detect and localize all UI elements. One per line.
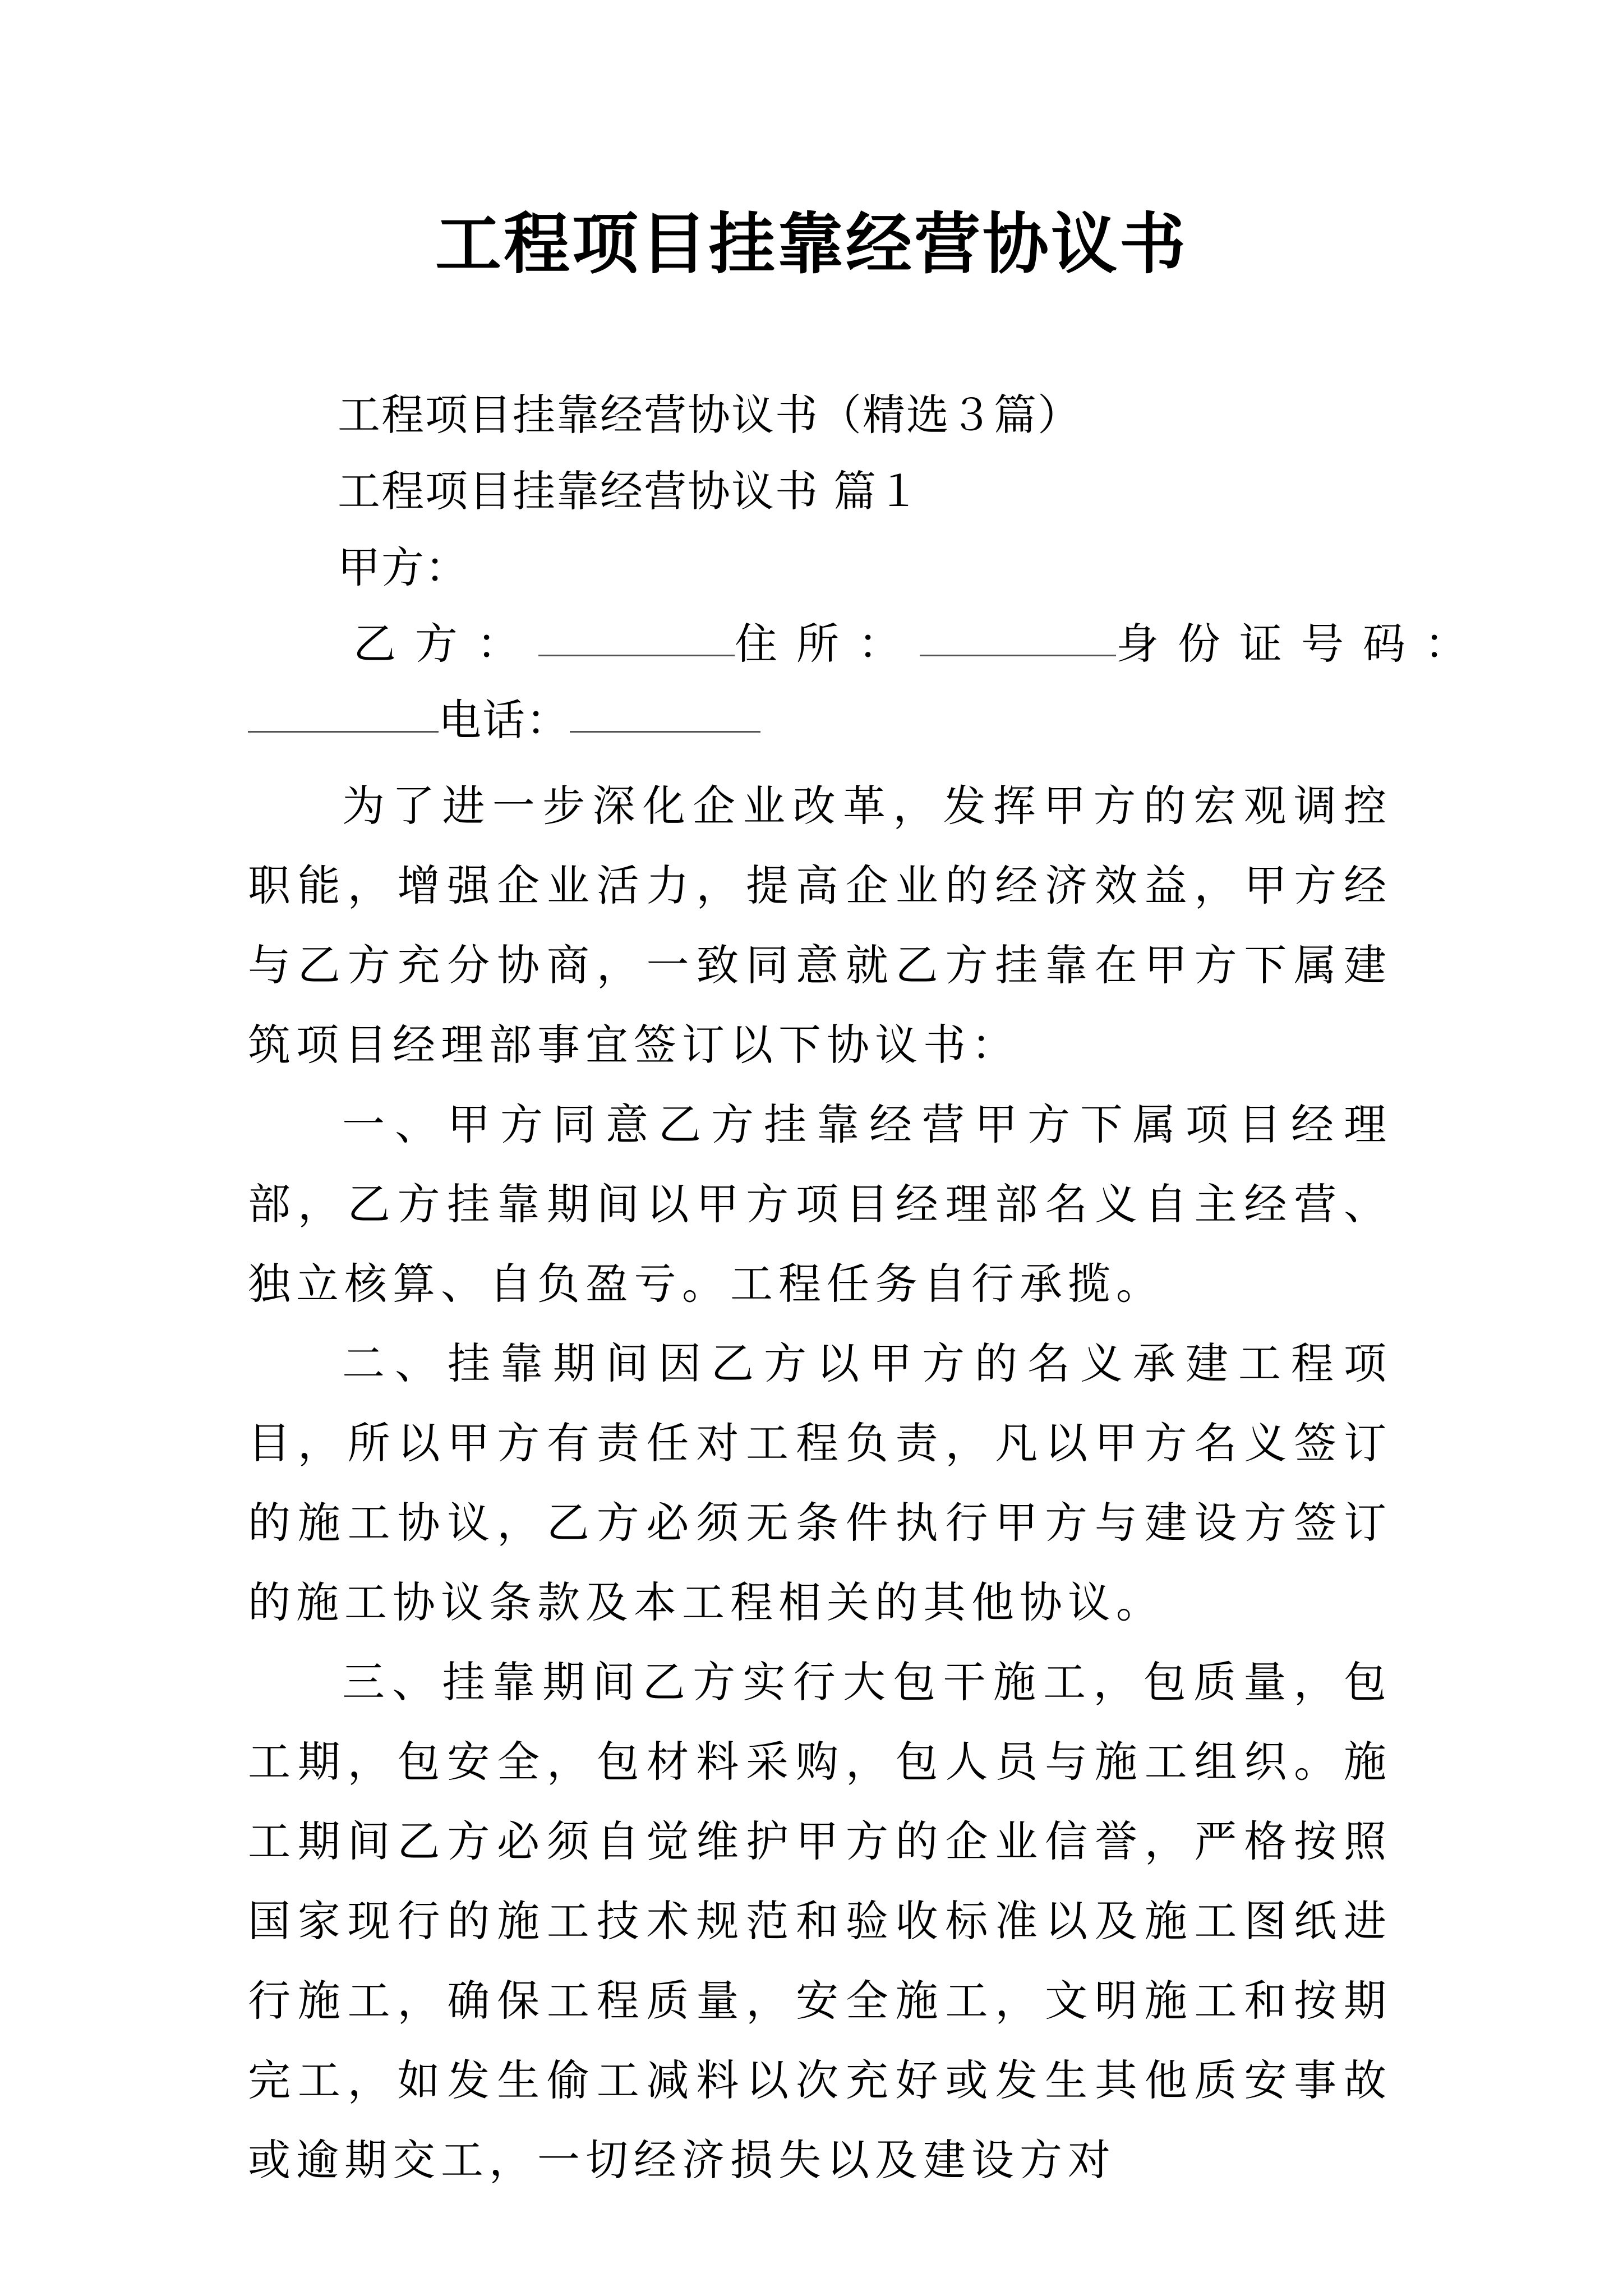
paragraph-clause-2: 二、挂靠期间因乙方以甲方的名义承建工程项目，所以甲方有责任对工程负责，凡以甲方名义签订的施工协议，乙方必须无条件执行甲方与建设方签订的施工协议条款及本工程相关的其他协议。 xyxy=(248,1338,1392,1627)
id-label: 身份证号码： xyxy=(1116,619,1486,669)
document-subtitle: 工程项目挂靠经营协议书（精选３篇） xyxy=(338,390,1081,440)
phone-row xyxy=(248,692,760,748)
phone-label: 电话： xyxy=(439,695,570,745)
party-b-blank xyxy=(538,615,735,656)
paragraph-clause-3: 三、挂靠期间乙方实行大包干施工，包质量，包工期，包安全，包材料采购，包人员与施工组织。施工期间乙方必须自觉维护甲方的企业信誉，严格按照国家现行的施工技术规范和验收标准以及施工图纸进行施工，确保工程质量，安全施工，文明施工和按期完工，如发生偷工减料以次充好或发生其他质安事故或逾期交工，一切经济损失以及建设方对 xyxy=(248,1657,1392,2185)
address-label: 住所： xyxy=(735,619,920,669)
paragraph-clause-1: 一、甲方同意乙方挂靠经营甲方下属项目经理部，乙方挂靠期间以甲方项目经理部名义自主经营、独立核算、自负盈亏。工程任务自行承揽。 xyxy=(248,1099,1392,1309)
party-b-label: 乙方： xyxy=(353,619,538,669)
phone-blank xyxy=(570,692,760,733)
party-a-label: 甲方： xyxy=(338,542,469,592)
address-blank xyxy=(920,615,1116,656)
section-heading: 工程项目挂靠经营协议书 篇１ xyxy=(338,466,921,516)
id-blank xyxy=(248,692,439,733)
document-title: 工程项目挂靠经营协议书 xyxy=(435,205,1188,283)
party-b-row xyxy=(353,616,1486,672)
paragraph-intro: 为了进一步深化企业改革，发挥甲方的宏观调控职能，增强企业活力，提高企业的经济效益，甲方经与乙方充分协商，一致同意就乙方挂靠在甲方下属建筑项目经理部事宜签订以下协议书： xyxy=(248,781,1392,1070)
